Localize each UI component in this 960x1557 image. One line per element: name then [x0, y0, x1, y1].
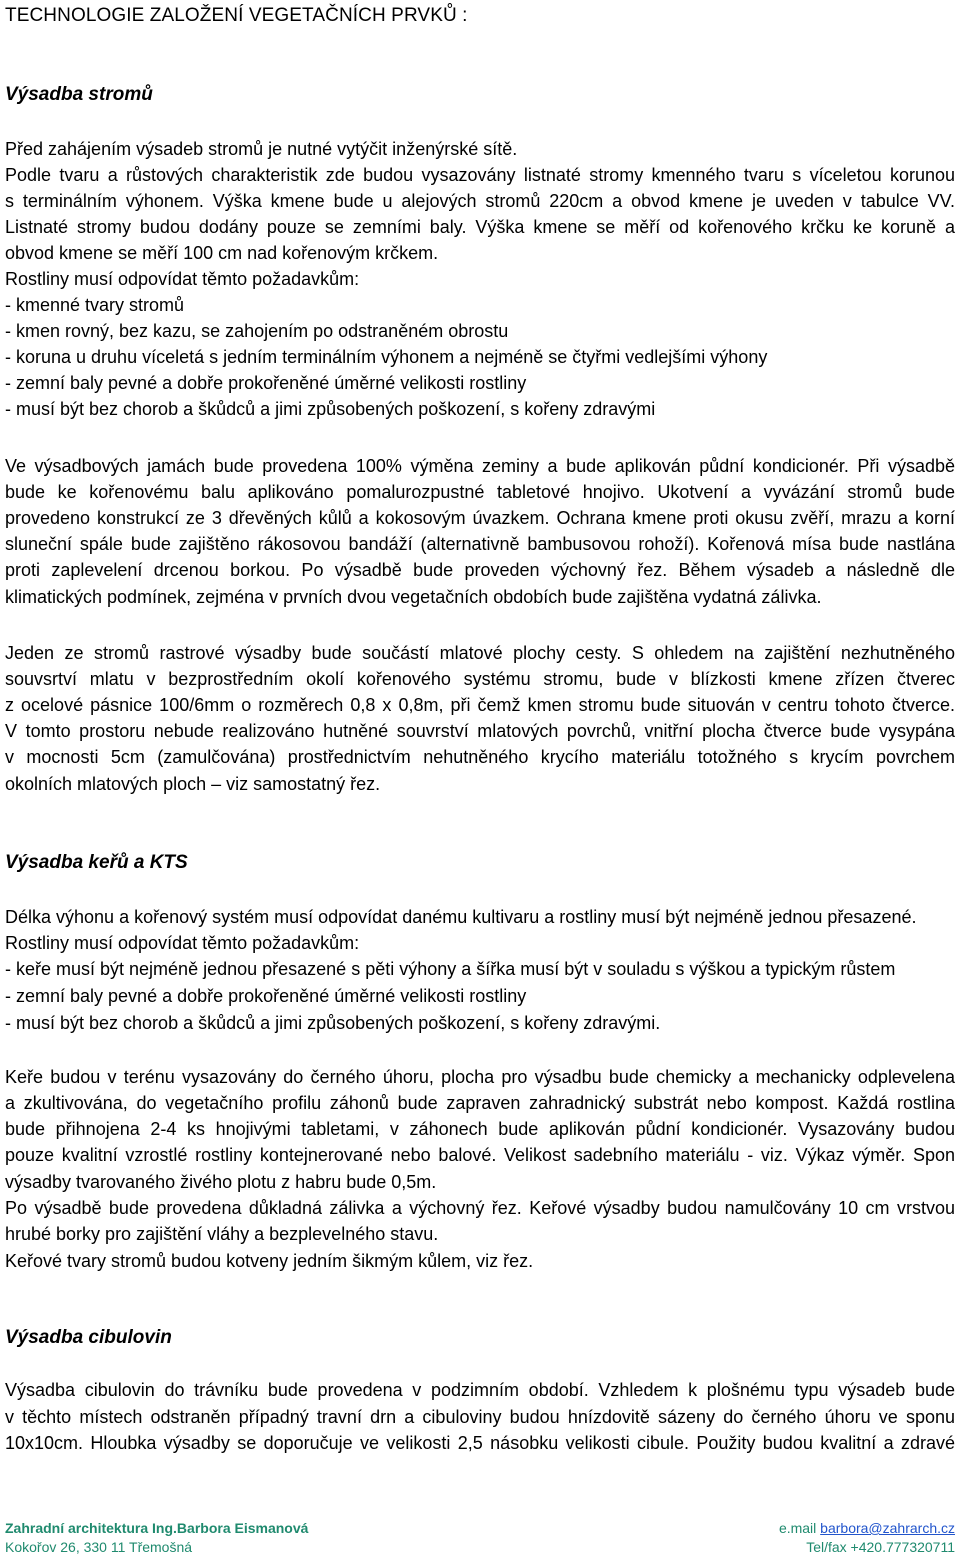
footer-address: Kokořov 26, 330 11 Třemošná: [5, 1539, 193, 1555]
paragraph-line: Keře budou v terénu vysazovány do černého úhoru, plocha pro výsadbu bude chemicky a mechanicky odplevelena: [5, 1067, 955, 1087]
paragraph-line: hrubé borky pro zajištění vláhy a bezplevelného stavu.: [5, 1224, 439, 1244]
paragraph-line: Výsadba cibulovin do trávníku bude provedena v podzimním období. Vzhledem k plošnému typu výsadeb bude: [5, 1380, 955, 1400]
footer-right: [779, 1519, 955, 1557]
list-item: - zemní baly pevné a dobře prokořeněné úměrné velikosti rostliny: [5, 986, 527, 1006]
paragraph-line: v mocnosti 5cm (zamulčována) prostřednictvím nehutněného krycího materiálu totožného s krycím povrchem: [5, 747, 955, 767]
paragraph-line: v těchto místech odstraněn případný travní drn a cibuloviny budou hnízdovitě sázeny do černého úhoru ve sponu: [5, 1407, 955, 1427]
paragraph-line: Jeden ze stromů rastrové výsadby bude součástí mlatové plochy cesty. S ohledem na zajištění nezhutněného: [5, 643, 955, 663]
list-item: - zemní baly pevné a dobře prokořeněné úměrné velikosti rostliny: [5, 373, 527, 393]
paragraph-line: obvod kmene se měří 100 cm nad kořenovým krčkem.: [5, 243, 439, 263]
list-item: - musí být bez chorob a škůdců a jimi způsobených poškození, s kořeny zdravými: [5, 399, 656, 419]
footer-email-line: [779, 1519, 955, 1538]
paragraph-line: proti zaplevelení drcenou borkou. Po výsadbě bude proveden výchovný řez. Během výsadeb a následně dle: [5, 560, 955, 580]
paragraph-line: Ve výsadbových jamách bude provedena 100% výměna zeminy a bude aplikován půdní kondicionér. Při výsadbě: [5, 456, 955, 476]
paragraph-line: provedeno konstrukcí ze 3 dřevěných kůlů a kokosovým úvazkem. Ochrana kmene proti okusu zvěří, mrazu a korní: [5, 508, 955, 528]
paragraph-line: výsadby tvarovaného živého plotu z habru bude 0,5m.: [5, 1172, 437, 1192]
paragraph-line: Listnaté stromy budou dodány pouze se zemními baly. Výška kmene se měří od kořenového krčku ke koruně a: [5, 217, 955, 237]
paragraph-line: pouze kvalitní vzrostlé rostliny kontejnerované nebo balové. Velikost sadebního materiálu - viz. Výkaz výměr. Spon: [5, 1145, 955, 1165]
section-heading-trees: Výsadba stromů: [5, 84, 153, 105]
paragraph-line: souvsrtví mlatu v bezprostředním okolí kořenového systému stromu, bude v blízkosti kmene zřízen čtverec: [5, 669, 955, 689]
list-item: - kmenné tvary stromů: [5, 295, 185, 315]
paragraph-line: sluneční spále bude zajištěno rákosovou bandáží (alternativně bambusovou rohoží). Kořenová mísa bude nastlána: [5, 534, 955, 554]
paragraph-line: Rostliny musí odpovídat těmto požadavkům:: [5, 269, 360, 289]
list-item: - keře musí být nejméně jednou přesazené s pěti výhony a šířka musí být v souladu s výškou a typickým růstem: [5, 959, 896, 979]
paragraph-line: a zkultivována, do vegetačního profilu záhonů bude zapraven zahradnický substrát nebo kompost. Každá rostlina: [5, 1093, 955, 1113]
paragraph-line: Délka výhonu a kořenový systém musí odpovídat danému kultivaru a rostliny musí být nejméně jednou přesazené.: [5, 907, 917, 927]
paragraph-line: Rostliny musí odpovídat těmto požadavkům:: [5, 933, 360, 953]
paragraph-line: okolních mlatových ploch – viz samostatný řez.: [5, 774, 381, 794]
list-item: - musí být bez chorob a škůdců a jimi způsobených poškození, s kořeny zdravými.: [5, 1013, 661, 1033]
paragraph-line: V tomto prostoru nebude realizováno hutněné souvrství mlatových povrchů, vnitřní plocha čtverce bude vysypána: [5, 721, 955, 741]
paragraph-line: s terminálním výhonem. Výška kmene bude u alejových stromů 220cm a obvod kmene je uveden v tabulce VV.: [5, 191, 955, 211]
paragraph-line: 10x10cm. Hloubka výsadby se doporučuje ve velikosti 2,5 násobku velikosti cibule. Použity budou kvalitní a zdravé: [5, 1433, 955, 1453]
paragraph-line: bude ke kořenovému balu aplikováno pomalurozpustné tabletové hnojivo. Ukotvení a vyvázání stromů bude: [5, 482, 955, 502]
section-heading-shrubs: Výsadba keřů a KTS: [5, 852, 188, 873]
list-item: - koruna u druhu víceletá s jedním terminálním výhonem a nejméně se čtyřmi vedlejšími výhony: [5, 347, 768, 367]
footer-firm-name: Zahradní architektura Ing.Barbora Eismanová: [5, 1520, 309, 1536]
section-heading-bulbs: Výsadba cibulovin: [5, 1327, 172, 1348]
paragraph-line: Před zahájením výsadeb stromů je nutné vytýčit inženýrské sítě.: [5, 139, 518, 159]
list-item: - kmen rovný, bez kazu, se zahojením po odstraněném obrostu: [5, 321, 509, 341]
paragraph-line: bude přihnojena 2-4 ks hnojivými tabletami, v záhonech bude aplikován půdní kondicionér. Vysazovány budou: [5, 1119, 955, 1139]
footer-left: [5, 1519, 308, 1557]
paragraph-line: Keřové tvary stromů budou kotveny jedním šikmým kůlem, viz řez.: [5, 1251, 534, 1271]
paragraph-line: Podle tvaru a růstových charakteristik zde budou vysazovány listnaté stromy kmenného tvaru s víceletou korunou: [5, 165, 955, 185]
footer-email-link[interactable]: barbora@zahrarch.cz: [820, 1520, 955, 1536]
footer-phone: Tel/fax +420.777320711: [806, 1539, 955, 1555]
document-title: TECHNOLOGIE ZALOŽENÍ VEGETAČNÍCH PRVKŮ :: [5, 5, 468, 26]
paragraph-line: klimatických podmínek, zejména v prvních dvou vegetačních obdobích bude zajištěna vydatná zálivka.: [5, 587, 822, 607]
paragraph-line: Po výsadbě bude provedena důkladná zálivka a výchovný řez. Keřové výsadby budou namulčovány 10 cm vrstvou: [5, 1198, 955, 1218]
paragraph-line: z ocelové pásnice 100/6mm o rozměrech 0,8 x 0,8m, při čemž kmen stromu bude situován v centru tohoto čtverce.: [5, 695, 955, 715]
footer-email-label: e.mail: [778, 1520, 821, 1536]
